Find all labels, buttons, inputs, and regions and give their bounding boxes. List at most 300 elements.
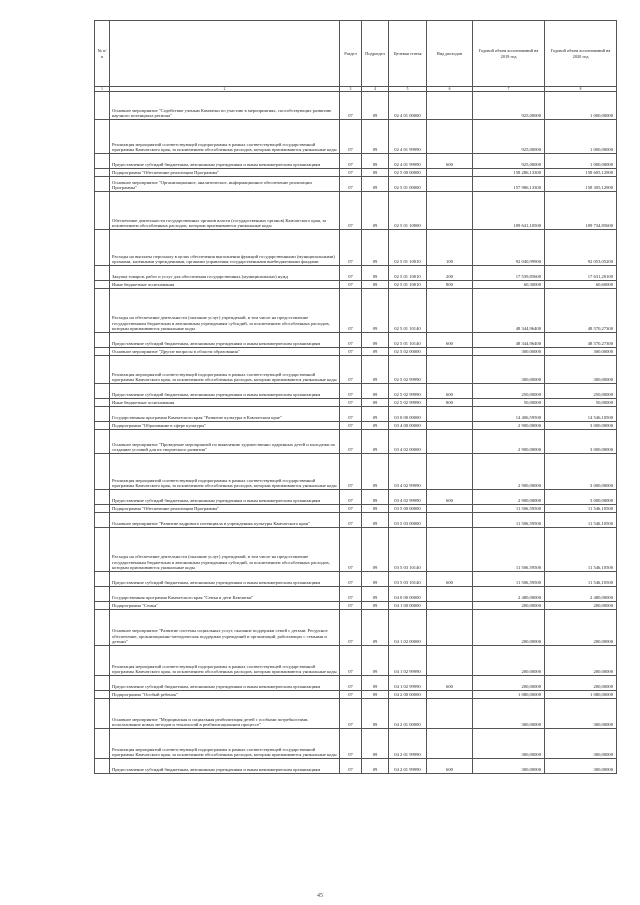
cell-expense-type: 200 (427, 266, 473, 281)
cell-amount-2019: 60,30000 (473, 281, 545, 289)
cell-amount-2020: 48 570,27300 (545, 333, 617, 348)
cell-expense-type (427, 356, 473, 384)
table-row (95, 399, 617, 407)
cell-subsection: 09 (362, 646, 389, 676)
cell-expense-type (427, 430, 473, 454)
cell-expense-type (427, 699, 473, 729)
cell-target-article: 02 5 02 99990 (389, 356, 427, 384)
cell-amount-2019: 2 900,00000 (473, 490, 545, 505)
cell-num (95, 333, 110, 348)
cell-expense-type (427, 646, 473, 676)
cell-amount-2019: 48 344,96400 (473, 289, 545, 333)
cell-amount-2019: 200,00000 (473, 610, 545, 646)
cell-section: 07 (340, 333, 362, 348)
cell-amount-2019: 1 080,00000 (473, 691, 545, 699)
cell-description: Реализация мероприятий соответствующей подпрограммы в рамках соответствующей государственной программы Камчатского края, за исключением обособленных расходов, которым присваиваются уникальные коды (110, 729, 340, 759)
table-row (95, 348, 617, 356)
table-row (95, 610, 617, 646)
cell-amount-2019: 11 506,59500 (473, 528, 545, 572)
table-row (95, 281, 617, 289)
header-section: Раздел (340, 21, 362, 87)
cell-subsection: 09 (362, 169, 389, 177)
budget-table (94, 20, 617, 774)
cell-description: Реализация мероприятий соответствующей подпрограммы в рамках соответствующей государственной программы Камчатского края, за исключением обособленных расходов, которым присваиваются уникальные коды (110, 646, 340, 676)
column-number: 6 (427, 87, 473, 92)
cell-target-article: 04 1 02 99990 (389, 646, 427, 676)
cell-subsection: 09 (362, 154, 389, 169)
cell-num (95, 399, 110, 407)
cell-amount-2020: 1 000,00000 (545, 120, 617, 154)
cell-amount-2020: 200,00000 (545, 676, 617, 691)
cell-target-article: 02 4 01 00000 (389, 92, 427, 120)
table-row (95, 333, 617, 348)
cell-section: 07 (340, 528, 362, 572)
header-desc (110, 21, 340, 87)
table-row (95, 505, 617, 513)
table-row (95, 490, 617, 505)
header-target: Целевая статья (389, 21, 427, 87)
cell-subsection: 09 (362, 528, 389, 572)
cell-target-article: 02 5 00 00000 (389, 169, 427, 177)
table-row (95, 177, 617, 192)
cell-section: 07 (340, 729, 362, 759)
cell-section: 07 (340, 177, 362, 192)
cell-description: Предоставление субсидий бюджетным, автономным учреждениям и иным некоммерческим организациям (110, 676, 340, 691)
cell-target-article: 02 5 02 99990 (389, 384, 427, 399)
table-row (95, 230, 617, 266)
cell-amount-2020: 11 546,10500 (545, 528, 617, 572)
cell-expense-type (427, 92, 473, 120)
cell-target-article: 02 5 01 10000 (389, 192, 427, 230)
cell-amount-2019: 50,00000 (473, 399, 545, 407)
cell-expense-type: 600 (427, 572, 473, 587)
cell-expense-type (427, 454, 473, 490)
cell-num (95, 505, 110, 513)
table-row (95, 169, 617, 177)
table-row (95, 699, 617, 729)
cell-amount-2019: 300,00000 (473, 699, 545, 729)
cell-description: Предоставление субсидий бюджетным, автономным учреждениям и иным некоммерческим организациям (110, 572, 340, 587)
cell-subsection: 09 (362, 177, 389, 192)
cell-subsection: 09 (362, 729, 389, 759)
cell-target-article: 02 5 02 99990 (389, 399, 427, 407)
cell-amount-2019: 11 506,59500 (473, 513, 545, 528)
cell-section: 07 (340, 281, 362, 289)
table-row (95, 676, 617, 691)
cell-expense-type (427, 602, 473, 610)
cell-amount-2020: 3 000,00000 (545, 454, 617, 490)
table-row (95, 154, 617, 169)
cell-amount-2020: 1 080,00000 (545, 691, 617, 699)
cell-section: 07 (340, 691, 362, 699)
header-2020: Годовой объем ассигнований на 2020 год (545, 21, 617, 87)
cell-section: 07 (340, 572, 362, 587)
cell-amount-2019: 925,00000 (473, 120, 545, 154)
cell-target-article: 02 5 02 00000 (389, 348, 427, 356)
cell-amount-2020: 300,00000 (545, 759, 617, 774)
table-row (95, 646, 617, 676)
cell-target-article: 04 2 01 00000 (389, 699, 427, 729)
cell-num (95, 177, 110, 192)
cell-description: Обеспечение деятельности государственных органов власти (государственных органов) Камчатского края, за исключением обособленных расходов, которым присваиваются уникальные коды (110, 192, 340, 230)
cell-amount-2019: 109 641,10500 (473, 192, 545, 230)
cell-num (95, 289, 110, 333)
cell-target-article: 02 5 01 10140 (389, 333, 427, 348)
cell-amount-2019: 157 986,13300 (473, 177, 545, 192)
cell-amount-2020: 300,00000 (545, 356, 617, 384)
cell-num (95, 356, 110, 384)
cell-amount-2020: 3 000,00000 (545, 430, 617, 454)
cell-section: 07 (340, 384, 362, 399)
cell-expense-type (427, 120, 473, 154)
cell-amount-2019: 14 406,59500 (473, 407, 545, 422)
cell-expense-type (427, 610, 473, 646)
cell-description: Государственная программа Камчатского края "Семья и дети Камчатки" (110, 587, 340, 602)
cell-expense-type: 600 (427, 384, 473, 399)
header-subsection: Подраздел (362, 21, 389, 87)
table-row (95, 729, 617, 759)
cell-section: 07 (340, 513, 362, 528)
cell-amount-2020: 200,00000 (545, 602, 617, 610)
cell-section: 07 (340, 407, 362, 422)
header-2019: Годовой объем ассигнований на 2019 год (473, 21, 545, 87)
cell-expense-type (427, 289, 473, 333)
cell-target-article: 03 4 02 99990 (389, 490, 427, 505)
cell-description: Основное мероприятие "Медицинская и социальная реабилитация детей с особыми потребностями, использование новых методов и технологий в реабилитационном процессе" (110, 699, 340, 729)
cell-expense-type (427, 169, 473, 177)
cell-num (95, 646, 110, 676)
table-row (95, 528, 617, 572)
cell-target-article: 03 4 02 00000 (389, 430, 427, 454)
cell-amount-2019: 2 900,00000 (473, 422, 545, 430)
cell-amount-2020: 158 305,12900 (545, 177, 617, 192)
column-number: 8 (545, 87, 617, 92)
cell-section: 07 (340, 356, 362, 384)
cell-amount-2020: 2 480,00000 (545, 587, 617, 602)
cell-subsection: 09 (362, 407, 389, 422)
cell-subsection: 09 (362, 676, 389, 691)
cell-amount-2019: 158 286,13300 (473, 169, 545, 177)
cell-num (95, 699, 110, 729)
cell-amount-2019: 48 344,96400 (473, 333, 545, 348)
cell-amount-2020: 11 546,10500 (545, 513, 617, 528)
cell-expense-type (427, 177, 473, 192)
cell-amount-2020: 3 000,00000 (545, 422, 617, 430)
cell-description: Закупка товаров, работ и услуг для обеспечения государственных (муниципальных) нужд (110, 266, 340, 281)
cell-amount-2019: 300,00000 (473, 348, 545, 356)
cell-amount-2019: 200,00000 (473, 646, 545, 676)
header-expense-type: Вид расходов (427, 21, 473, 87)
cell-section: 07 (340, 92, 362, 120)
table-row (95, 384, 617, 399)
cell-description: Основное мероприятие "Проведение мероприятий по выявлению художественно одаренных детей и молодежи по созданию условий для их творческого развития" (110, 430, 340, 454)
cell-section: 07 (340, 505, 362, 513)
cell-target-article: 03 5 03 00000 (389, 513, 427, 528)
table-row (95, 192, 617, 230)
cell-amount-2019: 300,00000 (473, 729, 545, 759)
cell-target-article: 04 0 00 00000 (389, 587, 427, 602)
cell-description: Реализация мероприятий соответствующей подпрограммы в рамках соответствующей государственной программы Камчатского края, за исключением обособленных расходов, которым присваиваются уникальные коды (110, 356, 340, 384)
cell-num (95, 230, 110, 266)
cell-amount-2020: 300,00000 (545, 699, 617, 729)
cell-target-article: 02 4 01 99990 (389, 120, 427, 154)
table-row (95, 513, 617, 528)
cell-expense-type: 100 (427, 230, 473, 266)
cell-subsection: 09 (362, 610, 389, 646)
cell-amount-2019: 11 506,59500 (473, 505, 545, 513)
cell-section: 07 (340, 587, 362, 602)
cell-expense-type: 600 (427, 333, 473, 348)
cell-description: Расходы на выплаты персоналу в целях обеспечения выполнения функций государственными (муниципальными) органами, казенными учреждениями, органами управления государственными внебюджетными фондами (110, 230, 340, 266)
cell-num (95, 587, 110, 602)
cell-section: 07 (340, 430, 362, 454)
cell-subsection: 09 (362, 691, 389, 699)
cell-expense-type (427, 407, 473, 422)
cell-num (95, 92, 110, 120)
cell-num (95, 528, 110, 572)
cell-num (95, 610, 110, 646)
cell-expense-type: 600 (427, 759, 473, 774)
cell-description: Основное мероприятие "Другие вопросы в области образования" (110, 348, 340, 356)
cell-subsection: 09 (362, 602, 389, 610)
cell-description: Основное мероприятие "Организационное, аналитическое, информационное обеспечение реализации Программы" (110, 177, 340, 192)
cell-num (95, 759, 110, 774)
cell-subsection: 09 (362, 759, 389, 774)
cell-amount-2020: 109 734,85600 (545, 192, 617, 230)
cell-amount-2020: 200,00000 (545, 610, 617, 646)
cell-subsection: 09 (362, 120, 389, 154)
cell-num (95, 691, 110, 699)
cell-target-article: 04 1 02 99990 (389, 676, 427, 691)
cell-amount-2020: 60,60000 (545, 281, 617, 289)
cell-amount-2020: 200,00000 (545, 646, 617, 676)
cell-subsection: 09 (362, 348, 389, 356)
cell-expense-type (427, 729, 473, 759)
cell-target-article: 04 2 00 00000 (389, 691, 427, 699)
cell-amount-2020: 92 053,05200 (545, 230, 617, 266)
column-number: 4 (362, 87, 389, 92)
cell-num (95, 572, 110, 587)
table-row (95, 454, 617, 490)
cell-target-article: 03 0 00 00000 (389, 407, 427, 422)
cell-description: Государственная программа Камчатского края "Развитие культуры в Камчатском крае" (110, 407, 340, 422)
cell-subsection: 09 (362, 289, 389, 333)
cell-description: Основное мероприятие "Развитие кадрового потенциала в учреждениях культуры Камчатского края" (110, 513, 340, 528)
cell-description: Предоставление субсидий бюджетным, автономным учреждениям и иным некоммерческим организациям (110, 759, 340, 774)
cell-num (95, 602, 110, 610)
cell-num (95, 384, 110, 399)
cell-amount-2020: 1 000,00000 (545, 154, 617, 169)
cell-amount-2020: 3 000,00000 (545, 490, 617, 505)
cell-amount-2019: 2 480,00000 (473, 587, 545, 602)
cell-subsection: 09 (362, 430, 389, 454)
cell-target-article: 03 5 03 10140 (389, 528, 427, 572)
cell-subsection: 09 (362, 422, 389, 430)
cell-subsection: 09 (362, 505, 389, 513)
cell-section: 07 (340, 490, 362, 505)
cell-amount-2019: 2 900,00000 (473, 430, 545, 454)
cell-amount-2020: 300,00000 (545, 348, 617, 356)
cell-num (95, 430, 110, 454)
cell-target-article: 04 2 01 99990 (389, 759, 427, 774)
cell-subsection: 09 (362, 281, 389, 289)
cell-section: 07 (340, 759, 362, 774)
cell-target-article: 02 5 01 10010 (389, 281, 427, 289)
cell-target-article: 02 4 01 99990 (389, 154, 427, 169)
cell-expense-type: 600 (427, 676, 473, 691)
cell-subsection: 09 (362, 92, 389, 120)
cell-subsection: 09 (362, 572, 389, 587)
cell-section: 07 (340, 230, 362, 266)
table-row (95, 430, 617, 454)
table-row (95, 120, 617, 154)
cell-num (95, 169, 110, 177)
cell-description: Предоставление субсидий бюджетным, автономным учреждениям и иным некоммерческим организациям (110, 333, 340, 348)
cell-section: 07 (340, 154, 362, 169)
header-num: № п/п (95, 21, 110, 87)
cell-subsection: 09 (362, 266, 389, 281)
cell-amount-2020: 11 546,10500 (545, 572, 617, 587)
cell-description: Подпрограмма "Обеспечение реализации Программы" (110, 169, 340, 177)
table-row (95, 356, 617, 384)
cell-target-article: 04 1 02 00000 (389, 610, 427, 646)
cell-expense-type (427, 528, 473, 572)
column-number: 5 (389, 87, 427, 92)
cell-amount-2019: 925,00000 (473, 92, 545, 120)
cell-expense-type: 600 (427, 154, 473, 169)
cell-section: 07 (340, 676, 362, 691)
cell-num (95, 490, 110, 505)
cell-num (95, 266, 110, 281)
cell-amount-2019: 200,00000 (473, 676, 545, 691)
cell-subsection: 09 (362, 587, 389, 602)
cell-num (95, 154, 110, 169)
cell-target-article: 03 5 03 10140 (389, 572, 427, 587)
cell-target-article: 02 5 01 10010 (389, 230, 427, 266)
cell-target-article: 03 4 02 99990 (389, 454, 427, 490)
cell-section: 07 (340, 266, 362, 281)
table-row (95, 92, 617, 120)
table-row (95, 266, 617, 281)
cell-description: Подпрограмма "Обеспечение реализации Программы" (110, 505, 340, 513)
cell-description: Подпрограмма "Образование в сфере культуры" (110, 422, 340, 430)
cell-num (95, 676, 110, 691)
cell-description: Предоставление субсидий бюджетным, автономным учреждениям и иным некоммерческим организациям (110, 154, 340, 169)
cell-description: Подпрограмма "Семья" (110, 602, 340, 610)
cell-description: Расходы на обеспечение деятельности (оказание услуг) учреждений, в том числе на предоставление государственным бюджетным и автономным учреждениям субсидий, за исключением обособленных расходов, которым присваиваются уникальные коды (110, 289, 340, 333)
cell-num (95, 192, 110, 230)
table-row (95, 587, 617, 602)
cell-subsection: 09 (362, 399, 389, 407)
cell-subsection: 09 (362, 356, 389, 384)
cell-section: 07 (340, 422, 362, 430)
cell-expense-type (427, 513, 473, 528)
cell-amount-2020: 48 570,27300 (545, 289, 617, 333)
cell-num (95, 407, 110, 422)
cell-subsection: 09 (362, 230, 389, 266)
table-row (95, 572, 617, 587)
cell-subsection: 09 (362, 454, 389, 490)
cell-section: 07 (340, 454, 362, 490)
cell-num (95, 422, 110, 430)
cell-amount-2019: 92 040,99900 (473, 230, 545, 266)
table-header-row (95, 21, 617, 87)
cell-target-article: 04 2 01 99990 (389, 729, 427, 759)
cell-num (95, 513, 110, 528)
cell-amount-2020: 1 000,00000 (545, 92, 617, 120)
cell-section: 07 (340, 699, 362, 729)
cell-description: Основное мероприятие "Содействие ученым Камчатки по участию в мероприятиях, способствующих развитию научного потенциала региона" (110, 92, 340, 120)
cell-amount-2020: 11 546,10500 (545, 505, 617, 513)
cell-description: Основное мероприятие "Развитие системы социальных услуг, оказание поддержки семей с детьми. Ресурсное обеспечение, организационно-методическая поддержка учреждений и организаций, работающих с семьями и детьми" (110, 610, 340, 646)
cell-section: 07 (340, 646, 362, 676)
cell-description: Иные бюджетные ассигнования (110, 399, 340, 407)
cell-subsection: 09 (362, 192, 389, 230)
cell-expense-type (427, 348, 473, 356)
cell-num (95, 729, 110, 759)
cell-amount-2019: 925,00000 (473, 154, 545, 169)
cell-target-article: 02 5 01 10140 (389, 289, 427, 333)
budget-table-sheet (94, 20, 616, 774)
cell-section: 07 (340, 399, 362, 407)
cell-target-article: 02 5 01 10010 (389, 266, 427, 281)
cell-section: 07 (340, 169, 362, 177)
column-number: 3 (340, 87, 362, 92)
cell-amount-2019: 11 506,59500 (473, 572, 545, 587)
cell-description: Иные бюджетные ассигнования (110, 281, 340, 289)
cell-amount-2019: 300,00000 (473, 759, 545, 774)
cell-subsection: 09 (362, 513, 389, 528)
cell-amount-2019: 300,00000 (473, 356, 545, 384)
cell-target-article: 04 1 00 00000 (389, 602, 427, 610)
cell-expense-type: 800 (427, 399, 473, 407)
cell-num (95, 281, 110, 289)
cell-amount-2020: 14 546,10500 (545, 407, 617, 422)
cell-description: Подпрограмма "Особый ребенок" (110, 691, 340, 699)
cell-description: Реализация мероприятий соответствующей подпрограммы в рамках соответствующей государственной программы Камчатского края, за исключением обособленных расходов, которым присваиваются уникальные коды (110, 454, 340, 490)
cell-expense-type: 600 (427, 490, 473, 505)
column-number: 1 (95, 87, 110, 92)
table-body (95, 92, 617, 774)
cell-subsection: 09 (362, 699, 389, 729)
cell-expense-type (427, 192, 473, 230)
cell-amount-2020: 50,00000 (545, 399, 617, 407)
cell-amount-2020: 17 631,20100 (545, 266, 617, 281)
cell-expense-type: 800 (427, 281, 473, 289)
cell-num (95, 348, 110, 356)
cell-expense-type (427, 505, 473, 513)
cell-target-article: 03 4 00 00000 (389, 422, 427, 430)
cell-section: 07 (340, 348, 362, 356)
cell-amount-2020: 158 605,12900 (545, 169, 617, 177)
column-number: 2 (110, 87, 340, 92)
cell-subsection: 09 (362, 384, 389, 399)
cell-amount-2020: 250,00000 (545, 384, 617, 399)
cell-amount-2019: 200,00000 (473, 602, 545, 610)
cell-num (95, 120, 110, 154)
cell-section: 07 (340, 289, 362, 333)
cell-subsection: 09 (362, 333, 389, 348)
cell-amount-2019: 17 539,85600 (473, 266, 545, 281)
cell-description: Реализация мероприятий соответствующей подпрограммы в рамках соответствующей государственной программы Камчатского края, за исключением обособленных расходов, которым присваиваются уникальные коды (110, 120, 340, 154)
cell-description: Расходы на обеспечение деятельности (оказание услуг) учреждений, в том числе на предоставление государственным бюджетным и автономным учреждениям субсидий, за исключением обособленных расходов, которым присваиваются уникальные коды (110, 528, 340, 572)
cell-amount-2019: 2 900,00000 (473, 454, 545, 490)
cell-section: 07 (340, 610, 362, 646)
table-row (95, 422, 617, 430)
column-number: 7 (473, 87, 545, 92)
cell-target-article: 02 5 01 00000 (389, 177, 427, 192)
cell-expense-type (427, 422, 473, 430)
